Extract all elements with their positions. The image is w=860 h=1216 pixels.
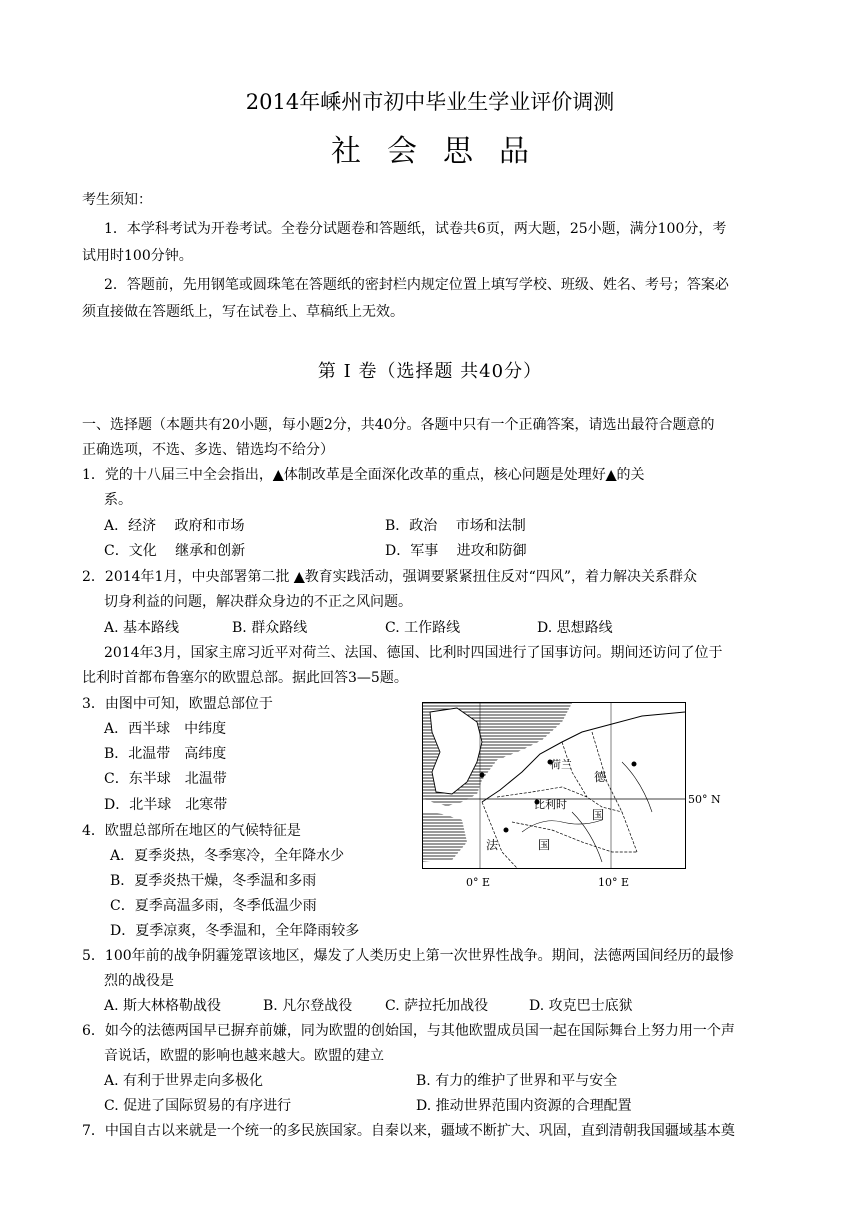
question-6-line-1: 6．如今的法德两国早已摒弃前嫌，同为欧盟的创始国，与其他欧盟成员国一起在国际舞台上努力用一个声 [82,1023,735,1039]
question-2-option-c: C. 工作路线 [385,620,461,636]
map-longitude-10-label: 10° E [598,876,630,889]
question-5-option-b: B. 凡尔登战役 [263,998,353,1014]
question-5-option-d: D. 攻克巴士底狱 [529,998,633,1014]
question-6-option-d: D. 推动世界范围内资源的合理配置 [416,1098,632,1114]
notice-item-1-line-2: 试用时100分钟。 [82,248,193,264]
section-title: 第 Ⅰ 卷（选择题 共40分） [317,361,543,382]
part1-intro-line-1: 一、选择题（本题共有20小题，每小题2分，共40分。各题中只有一个正确答案，请选出最符合题意的 [82,417,715,433]
question-3-option-b: B．北温带 高纬度 [104,746,227,762]
question-1-text-b: 体制改革是全面深化改革的重点，核心问题是处理好 [283,467,606,483]
map-latitude-label: 50° N [688,793,721,806]
question-1-text-a: 1．党的十八届三中全会指出， [82,467,273,483]
question-3-option-a: A．西半球 中纬度 [104,721,227,737]
notice-item-2-line-2: 须直接做在答题纸上，写在试卷上、草稿纸上无效。 [82,304,404,320]
notice-heading: 考生须知： [82,192,152,208]
map-label-belgium: 比利时 [534,798,567,811]
question-6-option-b: B. 有力的维护了世界和平与安全 [416,1073,618,1089]
question-6-option-c: C. 促进了国际贸易的有序进行 [104,1098,292,1114]
question-2-blank: ▲ [293,569,305,585]
map-label-netherlands: 荷兰 [550,758,572,771]
city-paris-dot [504,828,509,833]
question-4-stem: 4．欧盟总部所在地区的气候特征是 [82,823,301,839]
question-2-line-2: 切身利益的问题，解决群众身边的不正之风问题。 [104,594,412,610]
question-4-option-a: A．夏季炎热，冬季寒冷，全年降水少 [110,848,345,864]
question-1-line-2: 系。 [104,492,132,508]
question-1-option-d: D．军事 进攻和防御 [385,543,527,559]
map-longitude-0-label: 0° E [466,876,491,889]
question-5-line-1: 5．100年前的战争阴霾笼罩该地区，爆发了人类历史上第一次世界性战争。期间，法德两国间经历的最惨 [82,948,734,964]
notice-item-2-line-1: 2．答题前，先用钢笔或圆珠笔在答题纸的密封栏内规定位置上填写学校、班级、姓名、考号；答案必 [104,277,729,293]
question-3-option-d: D．北半球 北寒带 [104,797,228,813]
question-6-line-2: 音说话，欧盟的影响也越来越大。欧盟的建立 [104,1048,384,1064]
question-1-option-a: A．经济 政府和市场 [104,518,245,534]
map-label-germany-2: 国 [592,808,605,822]
question-7-line-1: 7．中国自古以来就是一个统一的多民族国家。自秦以来，疆域不断扩大、巩固，直到清朝我国疆域基本奠 [82,1123,735,1139]
question-3-option-c: C．东半球 北温带 [104,771,227,787]
question-4-option-d: D．夏季凉爽，冬季温和，全年降雨较多 [110,923,360,939]
question-2-line-1 [82,567,697,587]
question-4-option-c: C．夏季高温多雨，冬季低温少雨 [110,898,317,914]
question-6-option-a: A. 有利于世界走向多极化 [104,1073,264,1089]
question-5-option-c: C. 萨拉托加战役 [385,998,489,1014]
question-4-option-b: B．夏季炎热干燥，冬季温和多雨 [110,873,317,889]
city-london-dot [480,773,485,778]
question-5-line-2: 烈的战役是 [104,973,174,989]
question-3-stem: 3．由图中可知，欧盟总部位于 [82,696,273,712]
question-1-text-c: 的关 [616,467,645,483]
question-2-text-a: 2．2014年1月，中央部署第二批 [82,569,294,585]
question-2-option-d: D. 思想路线 [537,620,613,636]
question-1-option-c: C．文化 继承和创新 [104,543,246,559]
europe-map [422,702,686,869]
question-2-option-b: B. 群众路线 [232,620,308,636]
part1-intro-line-2: 正确选项，不选、多选、错选均不给分） [82,442,334,458]
map-label-france-2: 国 [538,838,551,852]
map-label-france: 法 [486,838,499,852]
question-1-option-b: B．政治 市场和法制 [385,518,526,534]
context-line-2: 比利时首都布鲁塞尔的欧盟总部。据此回答3—5题。 [82,670,408,686]
subject-title: 社会思品 [331,134,555,169]
question-1-line-1 [82,465,644,485]
question-5-option-a: A. 斯大林格勒战役 [104,998,222,1014]
question-2-text-b: 教育实践活动，强调要紧紧扭住反对“四风”，着力解决关系群众 [304,569,698,585]
notice-item-1-line-1: 1．本学科考试为开卷考试。全卷分试题卷和答题纸，试卷共6页，两大题，25小题，满分100分，考 [104,221,727,237]
exam-title: 2014年嵊州市初中毕业生学业评价调测 [245,90,615,114]
question-1-blank-2: ▲ [605,467,617,483]
context-line-1: 2014年3月，国家主席习近平对荷兰、法国、德国、比利时四国进行了国事访问。期间还访问了位于 [104,645,723,661]
map-label-germany: 德 [594,770,607,784]
city-berlin-dot [632,762,637,767]
question-1-blank-1: ▲ [272,467,284,483]
question-2-option-a: A. 基本路线 [104,620,180,636]
